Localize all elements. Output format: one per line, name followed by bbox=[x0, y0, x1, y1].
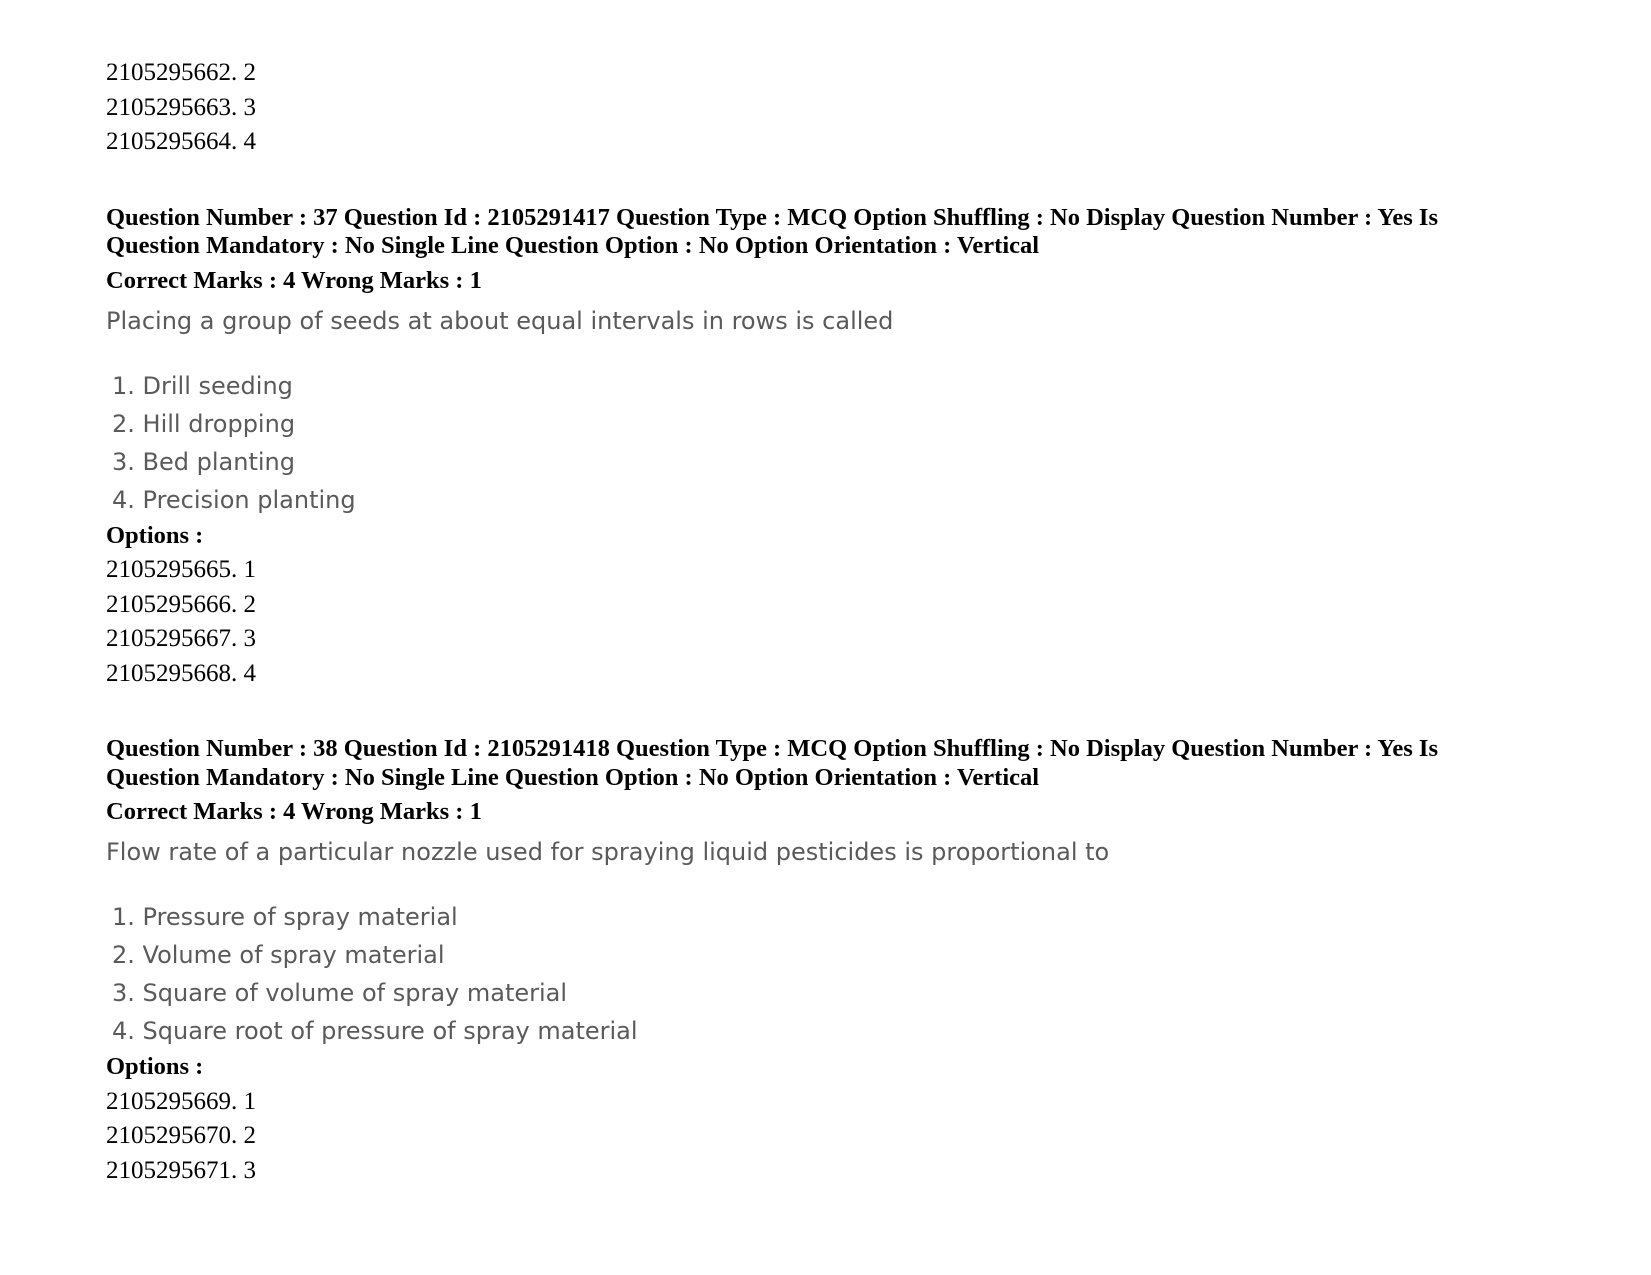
options-label: Options : bbox=[106, 521, 204, 549]
answer-choices bbox=[106, 367, 1546, 519]
option-id: 2105295667 bbox=[106, 625, 231, 652]
option-id: 2105295671 bbox=[106, 1156, 231, 1184]
question-marks: Correct Marks : 4 Wrong Marks : 1 bbox=[106, 266, 482, 294]
option-id: 2105295669 bbox=[106, 1087, 231, 1115]
option-number: 3 bbox=[243, 93, 256, 121]
option-line: 2105295670. 2 bbox=[106, 1122, 256, 1149]
option-id: 2105295670 bbox=[106, 1122, 231, 1149]
option-number: 1 bbox=[243, 1087, 256, 1115]
option-id: 2105295662 bbox=[106, 59, 231, 86]
question-header bbox=[106, 735, 1546, 792]
option-line: 2105295662. 2 bbox=[106, 59, 256, 86]
block-spacer bbox=[106, 691, 1546, 735]
option-number: 2 bbox=[243, 590, 256, 618]
top-options-list bbox=[106, 56, 1546, 160]
question-block-38 bbox=[106, 735, 1546, 1188]
answer-choice: 3. Square of volume of spray material bbox=[112, 979, 568, 1007]
option-id: 2105295664 bbox=[106, 128, 231, 155]
option-line: 2105295665. 1 bbox=[106, 556, 256, 583]
options-label: Options : bbox=[106, 1053, 204, 1080]
options-list bbox=[106, 1085, 1546, 1189]
options-list bbox=[106, 553, 1546, 691]
answer-choice: 1. Drill seeding bbox=[112, 371, 293, 400]
document-page bbox=[106, 56, 1546, 1188]
answer-choice: 2. Hill dropping bbox=[112, 409, 296, 438]
answer-choices bbox=[106, 898, 1546, 1050]
option-number: 2 bbox=[243, 59, 256, 86]
option-number: 3 bbox=[243, 625, 256, 652]
option-line: 2105295666. 2 bbox=[106, 590, 256, 618]
question-text: Flow rate of a particular nozzle used for spraying liquid pesticides is proportional to bbox=[106, 838, 1110, 866]
option-line: 2105295663. 3 bbox=[106, 93, 256, 121]
question-header-line: Question Number : 38 Question Id : 2105291418 Question Type : MCQ Option Shuffling : No Display Question Number : Yes Is bbox=[106, 735, 1438, 762]
option-number: 2 bbox=[243, 1122, 256, 1149]
option-line: 2105295668. 4 bbox=[106, 659, 256, 687]
question-header-line: Question Number : 37 Question Id : 2105291417 Question Type : MCQ Option Shuffling : No Display Question Number : Yes Is bbox=[106, 203, 1438, 231]
question-header-line: Question Mandatory : No Single Line Question Option : No Option Orientation : Vertical bbox=[106, 763, 1040, 791]
option-number: 4 bbox=[243, 128, 256, 155]
question-marks: Correct Marks : 4 Wrong Marks : 1 bbox=[106, 798, 482, 825]
answer-choice: 1. Pressure of spray material bbox=[112, 903, 458, 931]
answer-choice: 2. Volume of spray material bbox=[112, 941, 445, 969]
question-text: Placing a group of seeds at about equal intervals in rows is called bbox=[106, 306, 894, 335]
option-line: 2105295667. 3 bbox=[106, 625, 256, 652]
answer-choice: 4. Square root of pressure of spray material bbox=[112, 1017, 638, 1045]
option-id: 2105295666 bbox=[106, 590, 231, 618]
option-number: 4 bbox=[243, 659, 256, 687]
option-id: 2105295668 bbox=[106, 659, 231, 687]
option-id: 2105295663 bbox=[106, 93, 231, 121]
question-block-37 bbox=[106, 204, 1546, 692]
option-number: 1 bbox=[243, 556, 256, 583]
question-header-line: Question Mandatory : No Single Line Question Option : No Option Orientation : Vertical bbox=[106, 232, 1040, 259]
answer-choice: 3. Bed planting bbox=[112, 447, 295, 476]
question-header bbox=[106, 204, 1546, 261]
option-number: 3 bbox=[243, 1156, 256, 1184]
option-line: 2105295669. 1 bbox=[106, 1087, 256, 1115]
option-line: 2105295664. 4 bbox=[106, 128, 256, 155]
option-id: 2105295665 bbox=[106, 556, 231, 583]
block-spacer bbox=[106, 160, 1546, 204]
option-line: 2105295671. 3 bbox=[106, 1156, 256, 1184]
answer-choice: 4. Precision planting bbox=[112, 485, 356, 514]
